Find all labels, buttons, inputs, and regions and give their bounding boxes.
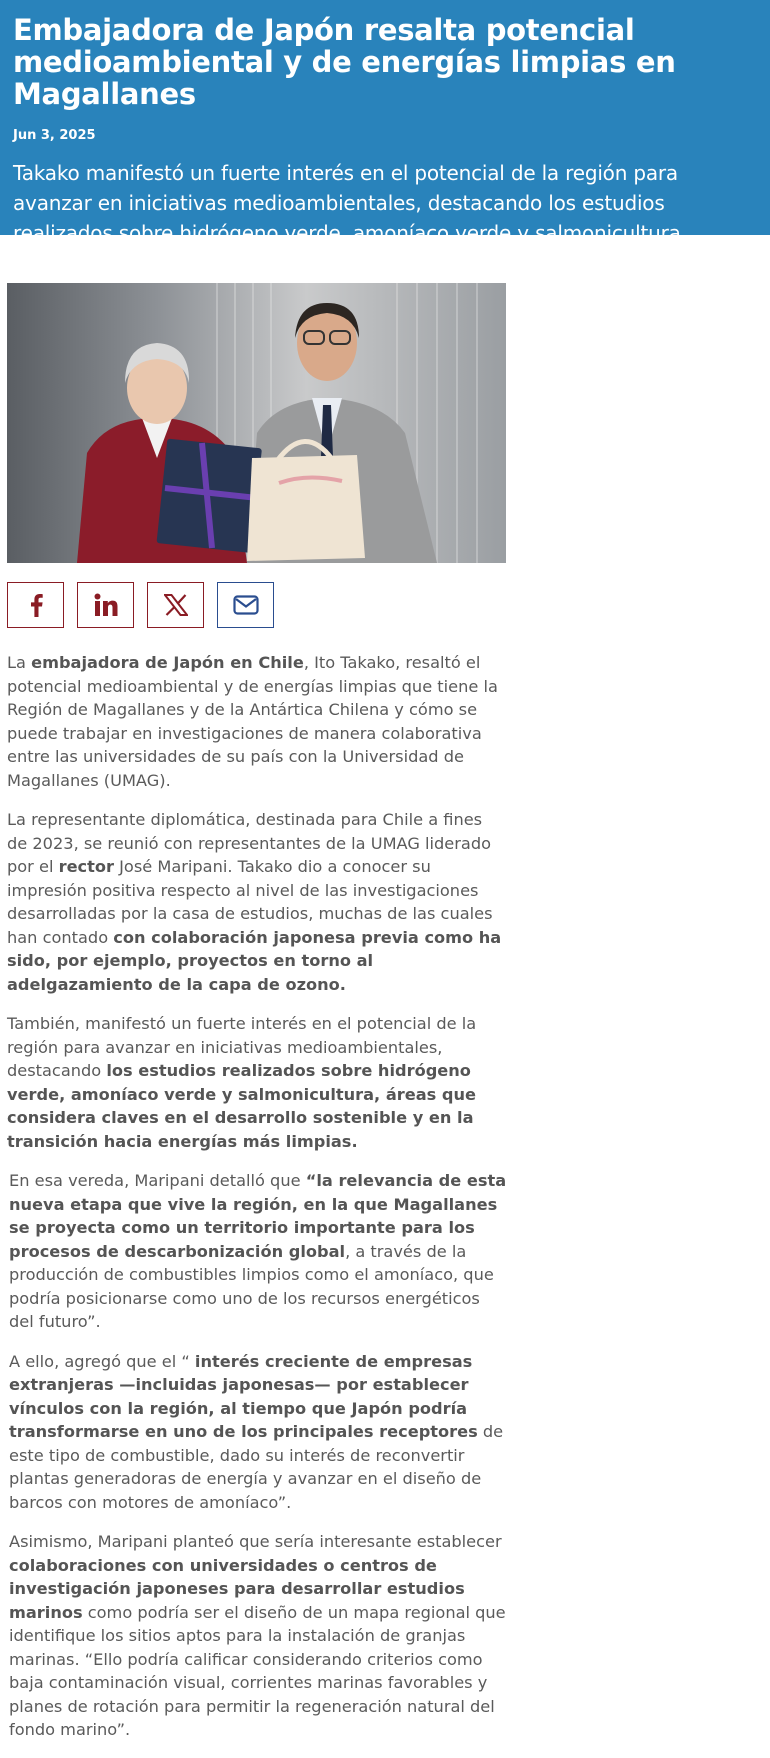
text-run: , Ito Takako, resaltó el potencial medioambiental y de energías limpias que tiene la Región de Magallanes y de la Antártica Chilena y cómo se puede trabajar en investigaciones de manera colaborativa entre las universidades de su país con la Universidad de Magallanes (UMAG).: [7, 653, 498, 790]
text-run: como podría ser el diseño de un mapa regional que identifique los sitios aptos para la instalación de granjas marinas. “Ello podría calificar considerando criterios como baja contaminación visual, corrientes marinas favorables y planes de rotación para permitir la regeneración natural del fondo marino”.: [9, 1602, 506, 1739]
x-icon: [164, 594, 188, 616]
text-run-bold: interés creciente de empresas extranjeras —incluidas japonesas— por establecer vínculos con la región, al tiempo que Japón podría transformarse en uno de los principales receptores: [9, 1351, 478, 1441]
facebook-icon: [26, 593, 46, 617]
share-x-button[interactable]: [147, 582, 204, 628]
text-run-bold: con colaboración japonesa previa como ha sido, por ejemplo, proyectos en torno al adelgazamiento de la capa de ozono.: [7, 927, 502, 994]
article-lead: Takako manifestó un fuerte interés en el potencial de la región para avanzar en iniciativas medioambientales, destacando los estudios realizados sobre hidrógeno verde, amoníaco verde y salmonicultura.: [13, 161, 687, 245]
share-facebook-button[interactable]: [7, 582, 64, 628]
article-date: Jun 3, 2025: [13, 128, 96, 143]
text-run: de este tipo de combustible, dado su interés de reconvertir plantas generadoras de energía y avanzar en el diseño de barcos con motores de amoníaco”.: [9, 1422, 504, 1512]
paragraph-3: [7, 1012, 507, 1153]
mail-icon: [233, 595, 259, 615]
share-bar: [7, 582, 274, 628]
paragraph-6: [7, 1530, 507, 1742]
photo-illustration: [7, 283, 506, 563]
text-run: , a través de la producción de combustibles limpios como el amoníaco, que podría posicionarse como uno de los recursos energéticos del futuro”.: [9, 1241, 494, 1331]
paragraph-2: [7, 808, 507, 996]
text-run-bold: rector: [58, 857, 114, 876]
text-run-bold: embajadora de Japón en Chile: [31, 653, 304, 672]
article-body: [7, 651, 507, 1758]
text-run: A ello, agregó que el “: [9, 1351, 195, 1371]
text-run: La: [7, 653, 32, 672]
paragraph-1: [7, 651, 507, 792]
paragraph-5: [7, 1350, 507, 1515]
text-run: La representante diplomática, destinada para Chile a fines de 2023, se reunió con representantes de la UMAG liderado por el: [7, 810, 492, 876]
text-run-bold: colaboraciones con universidades o centros de investigación japoneses para desarrollar estudios marinos: [9, 1555, 465, 1622]
share-linkedin-button[interactable]: [77, 582, 134, 628]
article-title: Embajadora de Japón resalta potencial medioambiental y de energías limpias en Magallanes: [13, 13, 676, 111]
text-run-bold: los estudios realizados sobre hidrógeno verde, amoníaco verde y salmonicultura, áreas que considera claves en el desarrollo sostenible y en la transición hacia energías más limpias.: [7, 1061, 476, 1151]
article-header: [0, 0, 770, 245]
text-run: Asimismo, Maripani planteó que sería interesante establecer: [9, 1532, 502, 1551]
share-email-button[interactable]: [217, 582, 274, 628]
text-run: José Maripani. Takako dio a conocer su impresión positiva respecto al nivel de las investigaciones desarrolladas por la casa de estudios, muchas de las cuales han contado: [7, 857, 493, 947]
linkedin-icon: [94, 593, 118, 617]
article-photo: [7, 283, 506, 563]
text-run-bold: “la relevancia de esta nueva etapa que vive la región, en la que Magallanes se proyecta como un territorio importante para los procesos de descarbonización global: [9, 1171, 507, 1261]
text-run: En esa vereda, Maripani detalló que: [9, 1171, 306, 1190]
text-run: También, manifestó un fuerte interés en el potencial de la región para avanzar en iniciativas medioambientales, destacando: [7, 1014, 477, 1080]
paragraph-4: [7, 1169, 507, 1334]
